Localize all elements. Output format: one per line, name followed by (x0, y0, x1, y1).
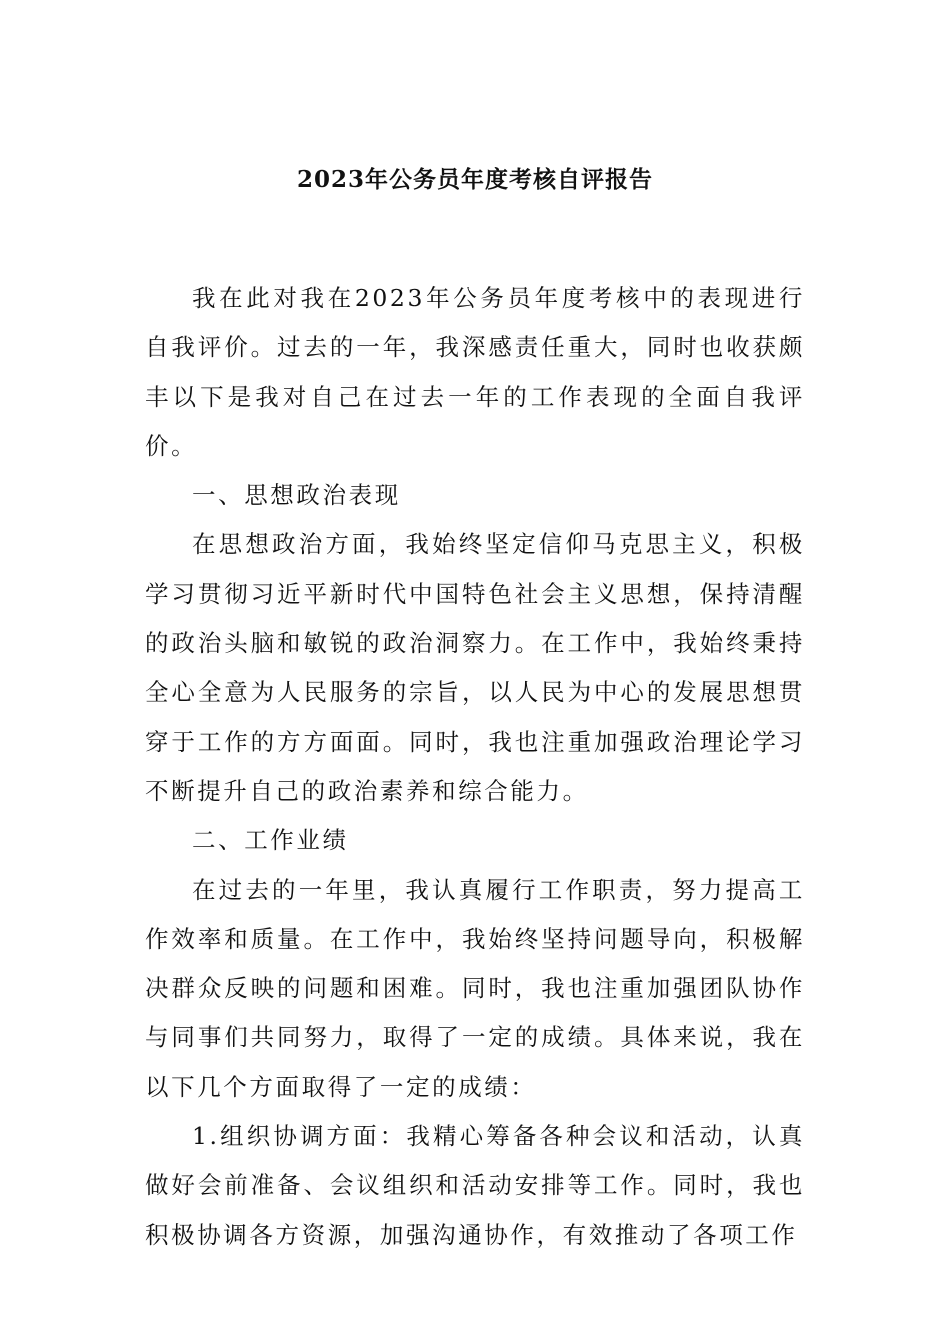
list-item-coordination: 1.组织协调方面：我精心筹备各种会议和活动，认真做好会前准备、会议组织和活动安排等工作。同时，我也积极协调各方资源，加强沟通协作，有效推动了各项工作 (145, 1122, 805, 1249)
paragraph-intro: 我在此对我在2023年公务员年度考核中的表现进行自我评价。过去的一年，我深感责任重大，同时也收获颇丰以下是我对自己在过去一年的工作表现的全面自我评价。 (145, 284, 805, 460)
paragraph-political: 在思想政治方面，我始终坚定信仰马克思主义，积极学习贯彻习近平新时代中国特色社会主义思想，保持清醒的政治头脑和敏锐的政治洞察力。在工作中，我始终秉持全心全意为人民服务的宗旨，以人民为中心的发展思想贯穿于工作的方方面面。同时，我也注重加强政治理论学习不断提升自己的政治素养和综合能力。 (145, 530, 805, 805)
section-heading-political: 一、思想政治表现 (192, 481, 401, 510)
document-title: 2023年公务员年度考核自评报告 (296, 166, 653, 193)
document-body (145, 274, 805, 1260)
section-heading-performance: 二、工作业绩 (192, 826, 349, 855)
paragraph-performance: 在过去的一年里，我认真履行工作职责，努力提高工作效率和质量。在工作中，我始终坚持问题导向，积极解决群众反映的问题和困难。同时，我也注重加强团队协作与同事们共同努力，取得了一定的成绩。具体来说，我在以下几个方面取得了一定的成绩： (145, 875, 805, 1101)
